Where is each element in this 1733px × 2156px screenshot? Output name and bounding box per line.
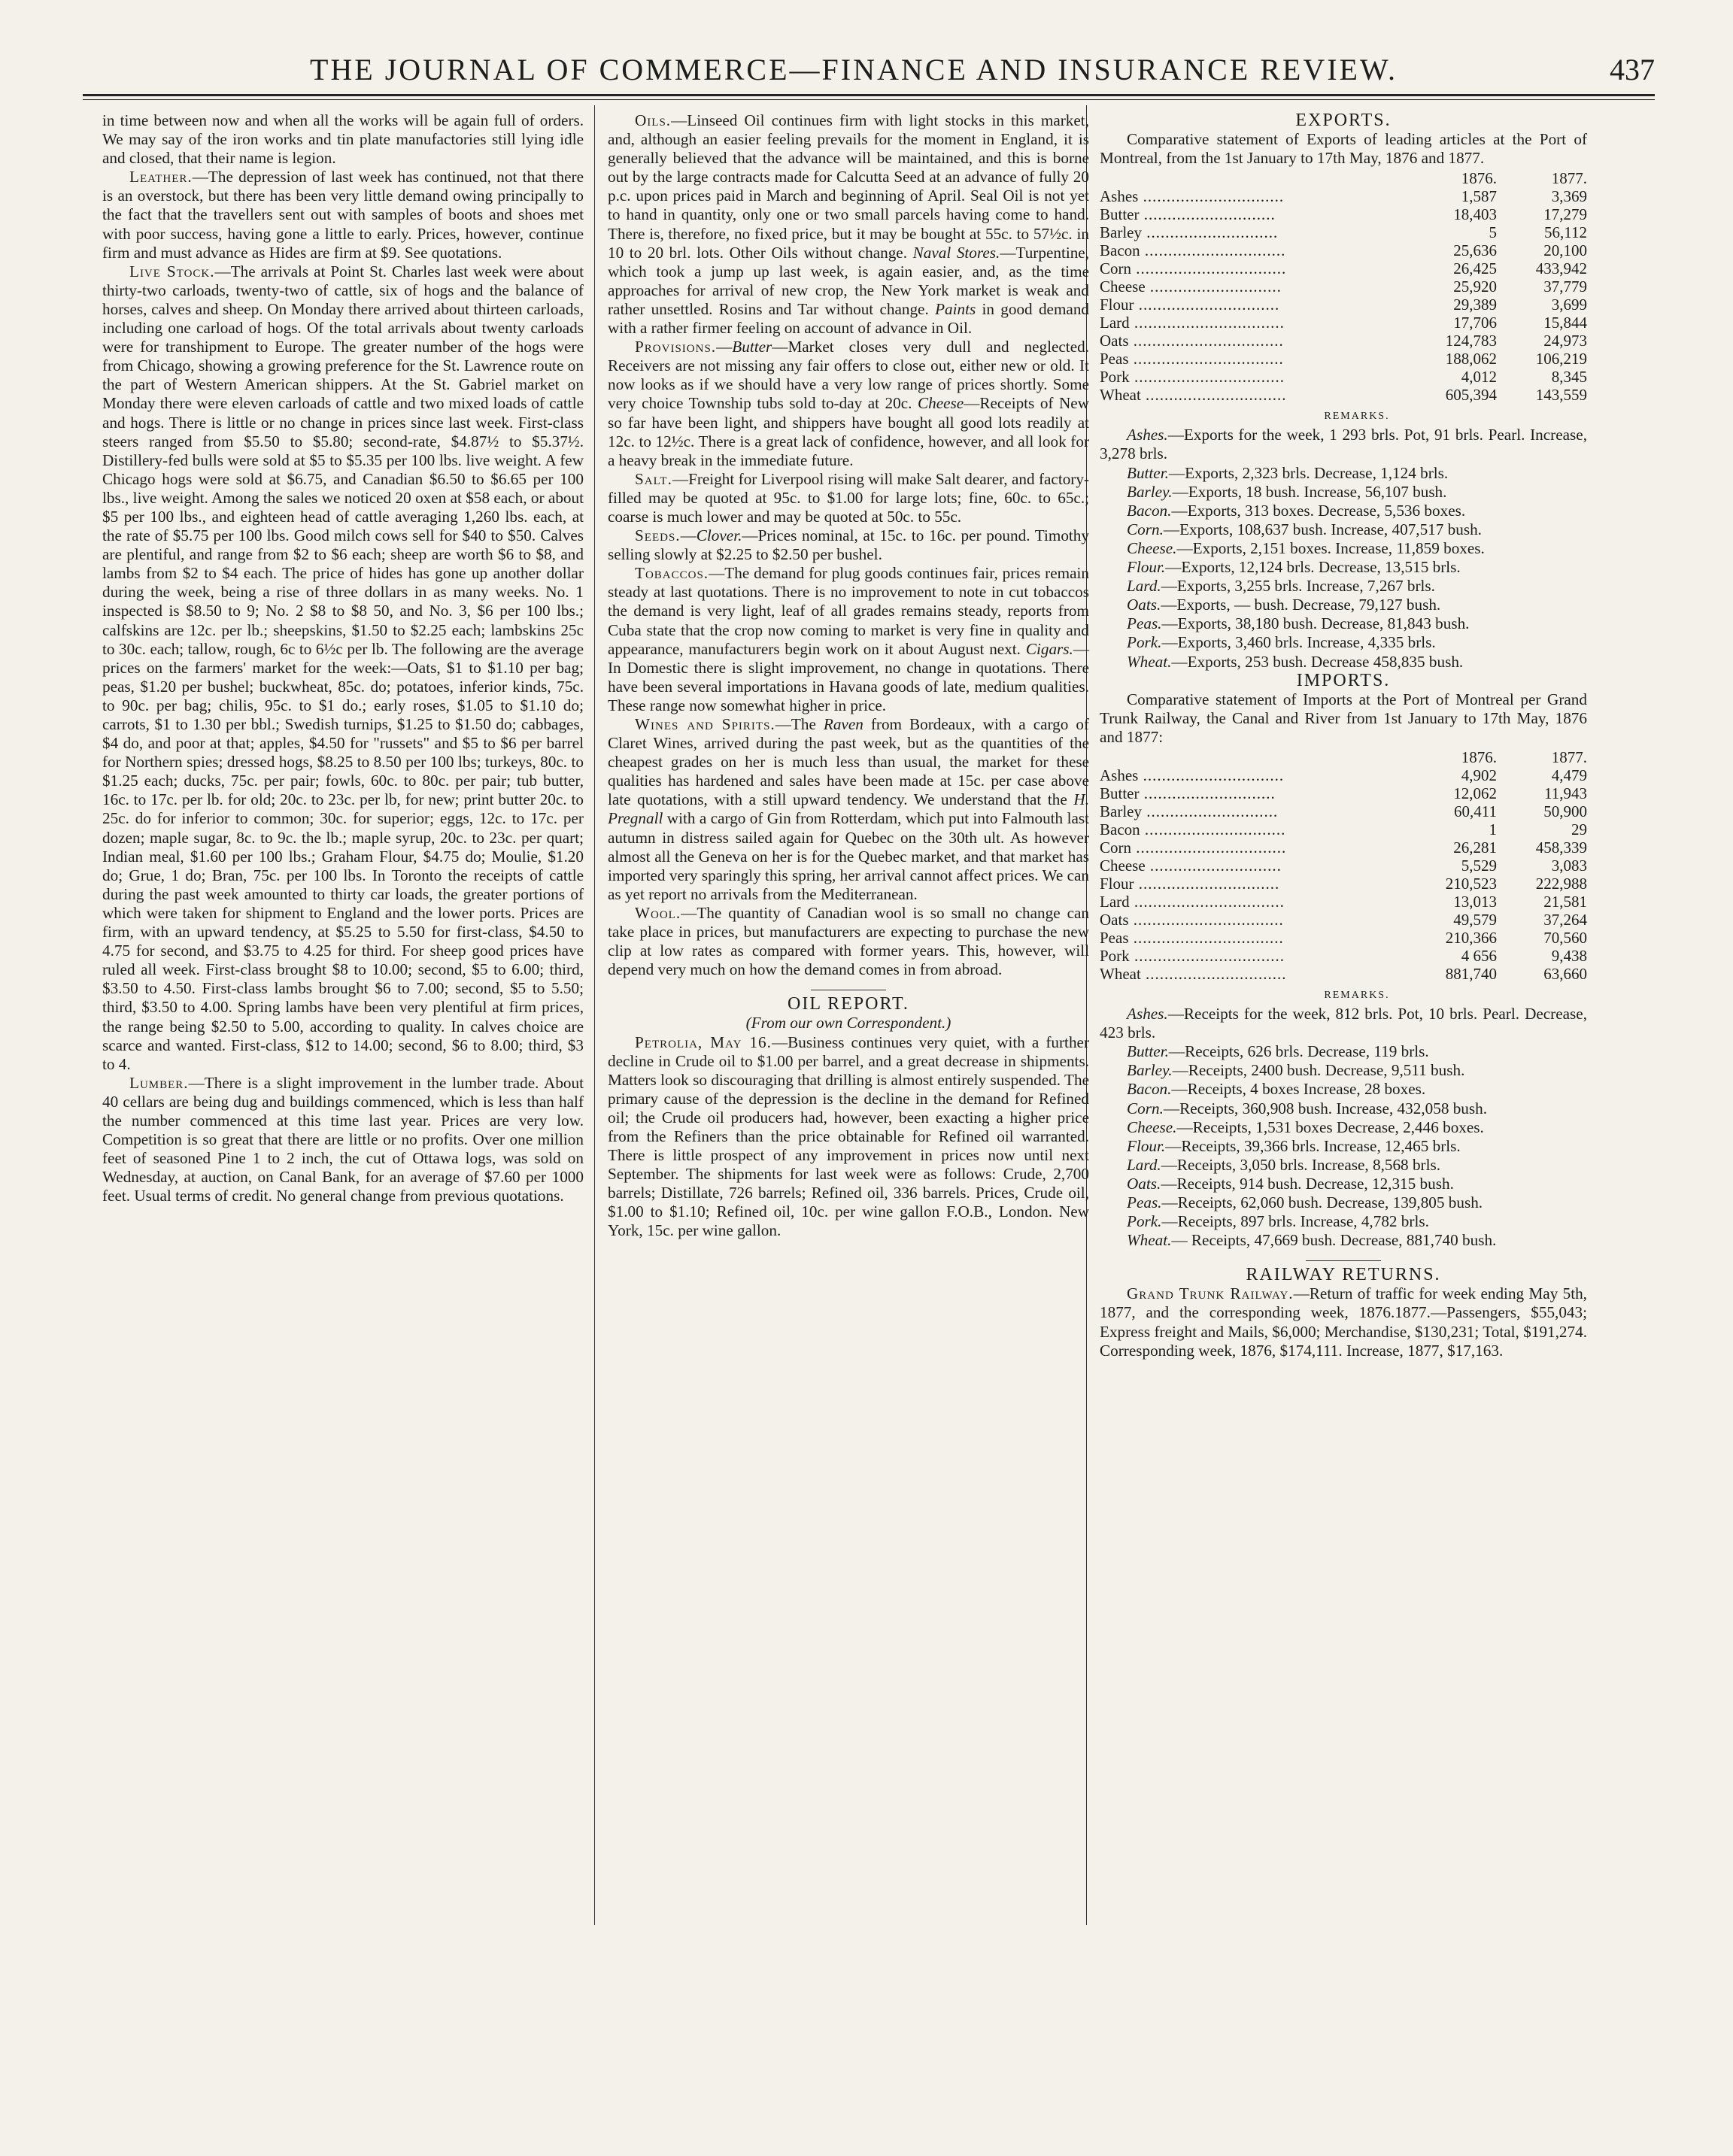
value-1877: 56,112: [1544, 223, 1587, 242]
imports-remarks-heading: REMARKS.: [1324, 989, 1390, 1001]
commodity-name: Lard ................................: [1100, 314, 1285, 332]
remark-text: —Exports, 2,323 brls. Decrease, 1,124 brls.: [1168, 463, 1449, 482]
cheese-text: —Receipts of New so far have been light, and shippers have bought all good lots readily at 12c. to 12½c. There is a great lack of confidence, however, and all look for a heavy break in the immediate future.: [608, 394, 1090, 469]
remark-text: —Exports, 12,124 brls. Decrease, 13,515 brls.: [1165, 558, 1461, 577]
commodity-name: Lard ................................: [1100, 892, 1285, 911]
article-petrolia: [608, 1033, 1089, 1241]
salt-heading: Salt.: [635, 469, 672, 488]
value-1877: 4,479: [1551, 766, 1587, 784]
remark-item: [1100, 1193, 1587, 1212]
wines-heading: Wines and Spirits.: [635, 715, 775, 733]
pregnall-ship: H. Pregnall: [608, 790, 1089, 828]
leather-heading: Leather.: [129, 168, 193, 186]
oils-text: —Linseed Oil continues firm with light stocks in this market, and, although an easier feeling prevails for the moment in England, it is generally believed that the advance will be maintained, and this is borne out by the large contracts made for Calcutta Seed at an advance of fully 20 p.c. upon prices paid in March and beginning of April. Seal Oil is not yet to hand in quantity, only one or two small parcels having come to hand. There is, therefore, no fixed price, but it may be bought at 55c. to 57½c. in 10 to 20 brl. lots. Other Oils without change.: [608, 111, 1089, 262]
remark-item: [1100, 1099, 1587, 1118]
commodity-name: Corn ................................: [1100, 259, 1287, 278]
remark-heading: Butter.: [1127, 463, 1169, 482]
naval-stores-heading: Naval Stores.: [912, 243, 1000, 262]
provisions-heading: Provisions.: [635, 338, 717, 356]
petrolia-text: —Business continues very quiet, with a further decline in Crude oil to $1.00 per barrel, and a great decrease in shipments. Matters look so discouraging that drilling is almost entirely suspended. The primary cause of the depression is the decline in the demand for Refined oil; the Crude oil producers had, however, been exacting a higher price from the Refiners than the price obtainable for Refined oil warranted. There is little prospect of any improvement in prices now until next September. The shipments for last week were as follows: Crude, 2,700 barrels; Distillate, 726 barrels; Refined oil, 336 barrels. Prices, Crude oil, $1.00 to $1.10; Refined oil, 10c. per wine gallon F.O.B., London. New York, 15c. per wine gallon.: [608, 1033, 1089, 1240]
article-oils: [608, 111, 1089, 338]
remark-text: —Receipts, 1,531 boxes Decrease, 2,446 boxes.: [1176, 1117, 1484, 1136]
remark-heading: Wheat.: [1127, 652, 1172, 671]
remark-text: —Receipts, 897 brls. Increase, 4,782 brls.: [1161, 1212, 1429, 1231]
value-1876: 49,579: [1453, 910, 1497, 929]
tobaccos-heading: Tobaccos.: [635, 564, 709, 583]
import-remarks: [1100, 1005, 1587, 1250]
table-row: [1100, 838, 1587, 857]
paints-heading: Paints: [935, 299, 976, 318]
remark-heading: Flour.: [1127, 558, 1166, 577]
raven-ship: Raven: [823, 715, 863, 733]
table-row: [1100, 332, 1587, 350]
value-1877: 20,100: [1543, 241, 1587, 260]
remark-item: [1100, 1212, 1587, 1231]
table-row: [1100, 259, 1587, 277]
value-1877: 70,560: [1543, 928, 1587, 947]
table-row: [1100, 241, 1587, 259]
commodity-name: Peas ................................: [1100, 350, 1284, 368]
remark-heading: Pork.: [1127, 633, 1162, 652]
leader-dots: ................................: [1128, 332, 1284, 350]
lumber-heading: Lumber.: [129, 1073, 189, 1092]
value-1876: 60,411: [1454, 802, 1497, 820]
naval-stores-text: —Turpentine, which took a jump up last week, is again easier, and, as the time approaches for arrival of new crop, the New York market is weak and rather unsettled. Rosins and Tar without change.: [608, 243, 1090, 318]
value-1877: 143,559: [1535, 386, 1587, 405]
remark-text: —Receipts, 626 brls. Decrease, 119 brls.: [1168, 1042, 1429, 1061]
commodity-name: Oats ................................: [1100, 332, 1284, 350]
table-row: [1100, 368, 1587, 386]
live-stock-heading: Live Stock.: [129, 262, 215, 280]
column-2: [608, 111, 1089, 1241]
salt-text: —Freight for Liverpool rising will make Salt dearer, and factory-filled may be quoted at 95c. to $1.00 for large lots; fine, 60c. to 65c.; coarse is much lower and may be quoted at 50c. to 55c.: [608, 469, 1089, 526]
commodity-name: Barley ............................: [1100, 802, 1279, 820]
remark-item: [1100, 483, 1587, 502]
remark-text: —Exports, 108,637 bush. Increase, 407,517 bush.: [1163, 520, 1482, 538]
cigars-heading: Cigars.: [1025, 639, 1073, 658]
article-wool: [608, 904, 1089, 979]
commodity-name: Wheat ..............................: [1100, 964, 1287, 983]
leader-dots: ................................: [1131, 838, 1287, 857]
commodity-name: Barley ............................: [1100, 223, 1279, 242]
header-rule-thin: [83, 99, 1655, 100]
leader-dots: ..............................: [1140, 386, 1287, 405]
value-1877: 24,973: [1543, 332, 1587, 350]
table-row: [1100, 965, 1587, 983]
value-1877: 15,844: [1543, 314, 1587, 332]
article-provisions: Provisions.—Butter—Market closes very dull and neglected. Receivers are not missing any fair offers to close out, either new or old. It now looks as if we should have a very low range of prices shortly. Some very choice Township tubs sold to-day at 20c. Cheese—Receipts of New so far have been light, and shippers have bought all good lots readily at 12c. to 12½c. There is a great lack of confidence, however, and all look for a heavy break in the immediate future.: [608, 338, 1090, 469]
exports-table: [1100, 169, 1587, 404]
table-row: [1100, 350, 1587, 368]
exports-year-row: [1100, 169, 1587, 187]
remark-item: [1100, 464, 1587, 483]
value-1876: 12,062: [1453, 784, 1497, 802]
leader-dots: ..............................: [1140, 964, 1287, 983]
journal-title: THE JOURNAL OF COMMERCE—FINANCE AND INSURANCE REVIEW.: [309, 53, 1398, 86]
imports-heading: IMPORTS.: [1296, 670, 1391, 690]
leader-dots: ................................: [1131, 259, 1287, 278]
provisions-text: —Market closes very dull and neglected. Receivers are not missing any fair offers to close out, either new or old. It now looks as if we should have a very low range of prices shortly. Some very choice Township tubs sold to-day at 20c.: [608, 338, 1089, 413]
leader-dots: ............................: [1139, 205, 1276, 224]
remark-item: [1100, 1005, 1587, 1042]
butter-heading: Butter: [732, 338, 772, 356]
value-1876: 210,523: [1445, 874, 1497, 893]
remark-item: [1100, 1231, 1587, 1250]
remark-heading: Bacon.: [1127, 501, 1172, 520]
table-row: [1100, 314, 1587, 332]
remark-heading: Peas.: [1127, 1193, 1162, 1211]
remark-item: [1100, 1042, 1587, 1061]
article-railway: [1100, 1284, 1587, 1360]
article-continuation: in time between now and when all the works will be again full of orders. We may say of the iron works and tin plate manufactories still lying idle and closed, that their name is legion.: [102, 111, 584, 168]
value-1876: 5,529: [1461, 856, 1497, 875]
value-1877: 222,988: [1535, 874, 1587, 893]
commodity-name: Butter ............................: [1100, 784, 1276, 802]
remark-text: —Receipts for the week, 812 brls. Pot, 10 brls. Pearl. Decrease, 423 brls.: [1100, 1005, 1587, 1042]
seeds-heading: Seeds.: [635, 526, 681, 545]
commodity-name: Pork ................................: [1100, 946, 1285, 965]
remark-item: [1100, 1137, 1587, 1156]
railway-returns-heading: RAILWAY RETURNS.: [1246, 1265, 1441, 1285]
year-header: 1876.: [1461, 169, 1497, 188]
remark-heading: Barley.: [1127, 1061, 1173, 1080]
leader-dots: ............................: [1139, 784, 1276, 802]
remark-heading: Oats.: [1127, 596, 1161, 614]
remark-item: [1100, 520, 1587, 539]
article-lumber: [102, 1074, 584, 1206]
value-1877: 106,219: [1535, 350, 1587, 368]
commodity-name: Corn ................................: [1100, 838, 1287, 857]
value-1876: 188,062: [1445, 350, 1497, 368]
remark-heading: Butter.: [1127, 1042, 1169, 1061]
wool-heading: Wool.: [635, 903, 681, 922]
commodity-name: Butter ............................: [1100, 205, 1276, 224]
value-1876: 5: [1489, 223, 1497, 242]
column-1: [102, 111, 584, 1205]
seeds-text: —Prices nominal, at 15c. to 16c. per pound. Timothy selling slowly at $2.25 to $2.50 per bushel.: [608, 526, 1089, 564]
leader-dots: ................................: [1129, 946, 1285, 965]
value-1877: 17,279: [1543, 205, 1587, 224]
leader-dots: ................................: [1129, 314, 1285, 332]
exports-heading: EXPORTS.: [1295, 111, 1392, 130]
remark-heading: Lard.: [1127, 1155, 1161, 1174]
value-1877: 458,339: [1535, 838, 1587, 857]
remark-item: [1100, 1080, 1587, 1099]
live-stock-text: —The arrivals at Point St. Charles last week were about thirty-two carloads, twenty-two of cattle, six of hogs and the balance of horses, calves and sheep. On Monday there arrived about thirteen carloads, including one carload of hogs. Of the total arrivals about twenty carloads were for transhipment to Europe. The greater number of the hogs were from Chicago, showing a growing preference for the St. Lawrence route on the part of Western American shippers. At the St. Gabriel market on Monday there were eleven carloads of cattle and two mixed loads of cattle and hogs. There is little or no change in prices since last week. First-class steers ranged from $5.50 to $5.80; second-rate, $4.87½ to $5.37½. Distillery-fed bulls were sold at $5 to $5.35 per 100 lbs. live weight. A few Chicago hogs were sold at $6.75, and Canadian $6.50 to $6.65 per 100 lbs., live weight. Among the sales we noticed 20 oxen at $58 each, or about $5 per 100 lbs., and eighteen head of cattle averaging 1,260 lbs. each, at the rate of $5.75 per 100 lbs. Good milch cows sell for $40 to $50. Calves are plentiful, and range from $2 to $6 each; sheep are worth $6 to $8, and lambs from $2 to $4 each. The price of hides has gone up another dollar during the week, being a rise of three dollars in as many weeks. No. 1 inspected is $8.50 to 9; No. 2 $8 to $8 50, and No. 3, $6 per 100 lbs.; calfskins are 12c. per lb.; sheepskins, $1.50 to $2.25 each; lambskins 25c to 30c. each; tallow, rough, 6c to 6½c per lb. The following are the average prices on the farmers' market for the week:—Oats, $1 to $1.10 per bag; peas, $1.20 per bushel; buckwheat, 85c. do; potatoes, inferior kinds, 75c. to 90c. per bag; chilis, 95c. to $1 do.; early roses, $1.05 to $1.10 do; carrots, $1 to 1.30 per bbl.; Swedish turnips, $1.25 to $1.50 do; cabbages, $4 do, and poor at that; apples, $4.50 for "russets" and $5 to $6 per barrel for Northern spies; dressed hogs, $8.25 to 8.50 per 100 lbs; turkeys, 80c. to $1.25 each; ducks, 75c. per pair; fowls, 60c. to 80c. per pair; tub butter, 16c. to 17c. per lb. for old; 20c. to 23c. per lb, for new; print butter 20c. to 25c. do for inferior to common; 30c. for superior; eggs, 12c. to 17c. per dozen; maple sugar, 8c. to 9c. the lb.; maple syrup, 20c. to 23c. per quart; Indian meal, $1.60 per 100 lbs.; Graham Flour, $4.75 do; Moulie, $1.20 do; Grue, 1 do; Bran, 75c. per 100 lbs. In Toronto the receipts of cattle during the past week amounted to thirty car loads, the greater portions of which were taken for shipment to England and the lower ports. Prices are firm, with an upward tendency, at $5.25 to 5.50 for first-class, $4.50 to 4.75 for second, and $3.75 to 4.25 for third. For sheep good prices have ruled all week. First-class brought $8 to 10.00; second, $5 to 6.00; third, $3.50 to 4.50. First-class lambs brought $6 to 7.00; second, $5 to 5.50; third, $3.50 to 4.00. Spring lambs have been very plentiful at firm prices, the range being $2.50 to 5.00, according to quality. In calves choice are scarce and wanted. First-class, $12 to 14.00; second, $6 to 8.00; third, $3 to 4.: [102, 262, 584, 1073]
leader-dots: ................................: [1129, 368, 1285, 387]
remark-heading: Corn.: [1127, 520, 1164, 538]
remark-text: —Exports, 253 bush. Decrease 458,835 bush.: [1171, 652, 1464, 671]
table-row: [1100, 911, 1587, 929]
table-row: [1100, 296, 1587, 314]
value-1877: 11,943: [1544, 784, 1587, 802]
remark-text: —Exports, — bush. Decrease, 79,127 bush.: [1161, 596, 1441, 614]
remark-item: [1100, 539, 1587, 558]
table-row: [1100, 893, 1587, 911]
cheese-heading: Cheese: [917, 394, 964, 413]
remark-text: —Exports, 313 boxes. Decrease, 5,536 boxes.: [1171, 501, 1466, 520]
leader-dots: ..............................: [1140, 241, 1286, 260]
value-1876: 25,920: [1453, 277, 1497, 296]
leader-dots: ............................: [1145, 277, 1282, 296]
value-1877: 433,942: [1535, 259, 1587, 278]
remark-heading: Flour.: [1127, 1136, 1166, 1155]
commodity-name: Cheese ............................: [1100, 277, 1282, 296]
remark-text: —Receipts, 360,908 bush. Increase, 432,058 bush.: [1163, 1099, 1488, 1117]
commodity-name: Pork ................................: [1100, 368, 1285, 387]
value-1876: 210,366: [1445, 928, 1497, 947]
table-row: [1100, 947, 1587, 965]
remark-text: —Receipts, 39,366 brls. Increase, 12,465 brls.: [1165, 1136, 1461, 1155]
remark-heading: Cheese.: [1127, 538, 1177, 557]
table-row: [1100, 784, 1587, 802]
year-header: 1877.: [1551, 169, 1587, 188]
leather-text: —The depression of last week has continued, not that there is an overstock, but there has been very little demand owing principally to the fact that the travellers sent out with samples of boots and shoes met with poor success, having gone a little to early. Prices, however, continue firm and must advance as Hides are firm at $9. See quotations.: [102, 168, 584, 262]
paints-text: in good demand with a rather firmer feeling on account of advance in Oil.: [608, 299, 1090, 338]
commodity-name: Ashes ..............................: [1100, 187, 1285, 206]
remark-item: [1100, 633, 1587, 652]
commodity-name: Ashes ..............................: [1100, 766, 1285, 784]
railway-text: —Return of traffic for week ending May 5th, 1877, and the corresponding week, 1876.1877.—Passengers, $55,043; Express freight and Mails, $6,000; Merchandise, $130,231; Total, $191,274. Corresponding week, 1876, $174,111. Increase, 1877, $17,163.: [1100, 1284, 1587, 1360]
value-1877: 21,581: [1543, 892, 1587, 911]
commodity-name: Peas ................................: [1100, 928, 1284, 947]
value-1876: 881,740: [1445, 964, 1497, 983]
value-1876: 4,012: [1461, 368, 1497, 387]
remark-heading: Pork.: [1127, 1212, 1162, 1231]
remark-text: —Receipts, 914 bush. Decrease, 12,315 bush.: [1161, 1174, 1454, 1193]
commodity-name: Flour ..............................: [1100, 874, 1280, 893]
exports-remarks-heading: REMARKS.: [1324, 411, 1390, 423]
leader-dots: ................................: [1128, 928, 1284, 947]
value-1876: 29,389: [1453, 296, 1497, 314]
remark-heading: Barley.: [1127, 482, 1173, 501]
leader-dots: ............................: [1145, 856, 1282, 875]
article-leather: [102, 168, 584, 262]
header-rule: [83, 94, 1655, 96]
railway-lead: Grand Trunk Railway.: [1127, 1284, 1294, 1303]
value-1877: 3,083: [1551, 856, 1587, 875]
remark-heading: Wheat.: [1127, 1231, 1172, 1250]
value-1876: 1: [1489, 820, 1497, 838]
remark-heading: Cheese.: [1127, 1117, 1177, 1136]
table-row: [1100, 386, 1587, 404]
value-1877: 37,264: [1543, 910, 1587, 929]
article-seeds: Seeds.—Clover.—Prices nominal, at 15c. to 16c. per pound. Timothy selling slowly at $2.25 to $2.50 per bushel.: [608, 526, 1089, 564]
leader-dots: ............................: [1141, 802, 1279, 820]
value-1877: 9,438: [1551, 946, 1587, 965]
remark-text: —Exports, 38,180 bush. Decrease, 81,843 bush.: [1161, 614, 1470, 633]
value-1876: 17,706: [1453, 314, 1497, 332]
leader-dots: ................................: [1129, 892, 1285, 911]
exports-intro: Comparative statement of Exports of leading articles at the Port of Montreal, from the 1st January to 17th May, 1876 and 1877.: [1100, 130, 1587, 168]
column-3: [1100, 111, 1587, 1360]
wool-text: —The quantity of Canadian wool is so small no change can take place in prices, but manufacturers are expecting to purchase the new clip at low rates as compared with former years. This, however, will depend very much on how the demand comes in from abroad.: [608, 903, 1089, 979]
column-divider-1: [594, 105, 595, 1925]
commodity-name: Bacon ..............................: [1100, 241, 1286, 260]
value-1876: 605,394: [1445, 386, 1497, 405]
cigars-text: —In Domestic there is slight improvement, no change in quotations. There have been several importations in Havana goods of late, medium qualities. These range now somewhat higher in price.: [608, 639, 1090, 714]
remark-text: —Exports, 2,151 boxes. Increase, 11,859 boxes.: [1176, 538, 1485, 557]
remark-item: [1100, 1175, 1587, 1193]
value-1876: 4 656: [1461, 946, 1497, 965]
table-row: [1100, 820, 1587, 838]
leader-dots: ..............................: [1138, 766, 1285, 784]
remark-text: —Receipts, 4 boxes Increase, 28 boxes.: [1171, 1080, 1426, 1099]
lumber-text: —There is a slight improvement in the lumber trade. About 40 cellars are being dug and buildings commenced, which is less than half the number commenced at this time last year. Prices are very low. Competition is so great that there are little or no profits. Over one million feet of seasoned Pine 1 to 2 inch, the cut of Ottawa logs, was sold on Wednesday, at auction, on Canal Bank, for an average of $7.60 per 1000 feet. Usual terms of credit. No general change from previous quotations.: [102, 1073, 584, 1205]
commodity-name: Wheat ..............................: [1100, 386, 1287, 405]
table-row: [1100, 223, 1587, 241]
table-row: [1100, 277, 1587, 296]
value-1877: 3,369: [1551, 187, 1587, 206]
remark-item: [1100, 558, 1587, 577]
value-1877: 8,345: [1551, 368, 1587, 387]
remark-item: [1100, 577, 1587, 596]
value-1876: 13,013: [1453, 892, 1497, 911]
remark-item: [1100, 502, 1587, 520]
table-row: [1100, 205, 1587, 223]
remark-heading: Bacon.: [1127, 1080, 1172, 1099]
commodity-name: Oats ................................: [1100, 910, 1284, 929]
commodity-name: Flour ..............................: [1100, 296, 1280, 314]
article-wines: [608, 715, 1089, 904]
value-1876: 1,587: [1461, 187, 1497, 206]
remark-heading: Peas.: [1127, 614, 1162, 633]
oils-heading: Oils.: [635, 111, 672, 129]
commodity-name: Cheese ............................: [1100, 856, 1282, 875]
table-row: [1100, 875, 1587, 893]
remark-item: [1100, 653, 1587, 672]
year-header: 1876.: [1461, 747, 1497, 766]
table-row: [1100, 187, 1587, 205]
remark-item: [1100, 1061, 1587, 1080]
remark-text: —Receipts, 3,050 brls. Increase, 8,568 brls.: [1161, 1155, 1441, 1174]
clover-heading: Clover.: [696, 526, 742, 545]
imports-year-row: [1100, 748, 1587, 766]
value-1877: 50,900: [1543, 802, 1587, 820]
imports-intro: Comparative statement of Imports at the Port of Montreal per Grand Trunk Railway, the Canal and River from 1st January to 17th May, 1876 and 1877:: [1100, 690, 1587, 746]
leader-dots: ..............................: [1138, 187, 1285, 206]
petrolia-heading: Petrolia, May 16.: [635, 1033, 772, 1051]
wines-text-1: —The: [775, 715, 816, 733]
value-1876: 25,636: [1453, 241, 1497, 260]
oil-report-heading: OIL REPORT.: [788, 994, 909, 1014]
wines-text-3: with a cargo of Gin from Rotterdam, which put into Falmouth last autumn in distress sailed again for Quebec on the 30th ult. As however almost all the Geneva on her is for the Quebec market, and that market has imported very sparingly this spring, her arrival cannot affect prices. We can as yet report no arrivals from the Mediterranean.: [608, 809, 1089, 903]
value-1877: 29: [1571, 820, 1587, 838]
remark-heading: Corn.: [1127, 1099, 1164, 1117]
remark-text: —Exports, 3,255 brls. Increase, 7,267 brls.: [1161, 577, 1435, 596]
table-row: [1100, 857, 1587, 875]
remark-text: —Exports, 3,460 brls. Increase, 4,335 brls.: [1161, 633, 1436, 652]
remark-text: —Exports for the week, 1 293 brls. Pot, 91 brls. Pearl. Increase, 3,278 brls.: [1100, 426, 1587, 463]
masthead: [83, 44, 1655, 96]
page-number: 437: [1610, 53, 1655, 86]
remark-text: —Receipts, 62,060 bush. Decrease, 139,805 bush.: [1161, 1193, 1483, 1211]
article-tobaccos: [608, 564, 1089, 715]
export-remarks: [1100, 426, 1587, 671]
remark-heading: Ashes.: [1127, 1005, 1168, 1023]
remark-item: [1100, 1118, 1587, 1137]
leader-dots: ................................: [1128, 350, 1284, 368]
remark-item: [1100, 1156, 1587, 1175]
value-1876: 4,902: [1461, 766, 1497, 784]
remark-text: — Receipts, 47,669 bush. Decrease, 881,740 bush.: [1171, 1231, 1497, 1250]
oil-report-subheading: (From our own Correspondent.): [745, 1014, 951, 1033]
wines-text-2: from Bordeaux, with a cargo of Claret Wines, arrived during the past week, but as the quantities of the cheapest grades on her is much less than usual, the market for these qualities has hardened and sales have been made at 15c. per case above late quotations, with a still upward tendency. We understand that the: [608, 715, 1090, 809]
remark-text: —Exports, 18 bush. Increase, 56,107 bush.: [1172, 482, 1447, 501]
section-rule: [1306, 1260, 1381, 1261]
leader-dots: ............................: [1141, 223, 1279, 242]
leader-dots: ................................: [1128, 910, 1284, 929]
tobaccos-text: —The demand for plug goods continues fair, prices remain steady at last quotations. There is no improvement to note in cut tobaccos the demand is very light, leaf of all grades remains steady, reports from Cuba state that the crop now coming to market is very fine in quality and appearance, manufacturers begin work on it about August next.: [608, 564, 1089, 658]
value-1876: 18,403: [1453, 205, 1497, 224]
value-1877: 3,699: [1551, 296, 1587, 314]
remark-heading: Ashes.: [1127, 426, 1168, 444]
table-row: [1100, 766, 1587, 784]
leader-dots: ..............................: [1140, 820, 1286, 838]
value-1876: 26,281: [1453, 838, 1497, 857]
leader-dots: ..............................: [1134, 296, 1280, 314]
remark-text: —Receipts, 2400 bush. Decrease, 9,511 bush.: [1172, 1061, 1465, 1080]
commodity-name: Bacon ..............................: [1100, 820, 1286, 838]
remark-item: [1100, 596, 1587, 614]
year-header: 1877.: [1551, 747, 1587, 766]
value-1877: 37,779: [1543, 277, 1587, 296]
imports-table: [1100, 748, 1587, 983]
leader-dots: ..............................: [1134, 874, 1280, 893]
article-salt: [608, 470, 1089, 526]
remark-heading: Lard.: [1127, 577, 1161, 596]
remark-heading: Oats.: [1127, 1174, 1161, 1193]
value-1876: 124,783: [1445, 332, 1497, 350]
table-row: [1100, 802, 1587, 820]
table-row: [1100, 929, 1587, 947]
remark-item: [1100, 614, 1587, 633]
remark-item: [1100, 426, 1587, 463]
value-1877: 63,660: [1543, 964, 1587, 983]
article-live-stock: [102, 262, 584, 1074]
value-1876: 26,425: [1453, 259, 1497, 278]
